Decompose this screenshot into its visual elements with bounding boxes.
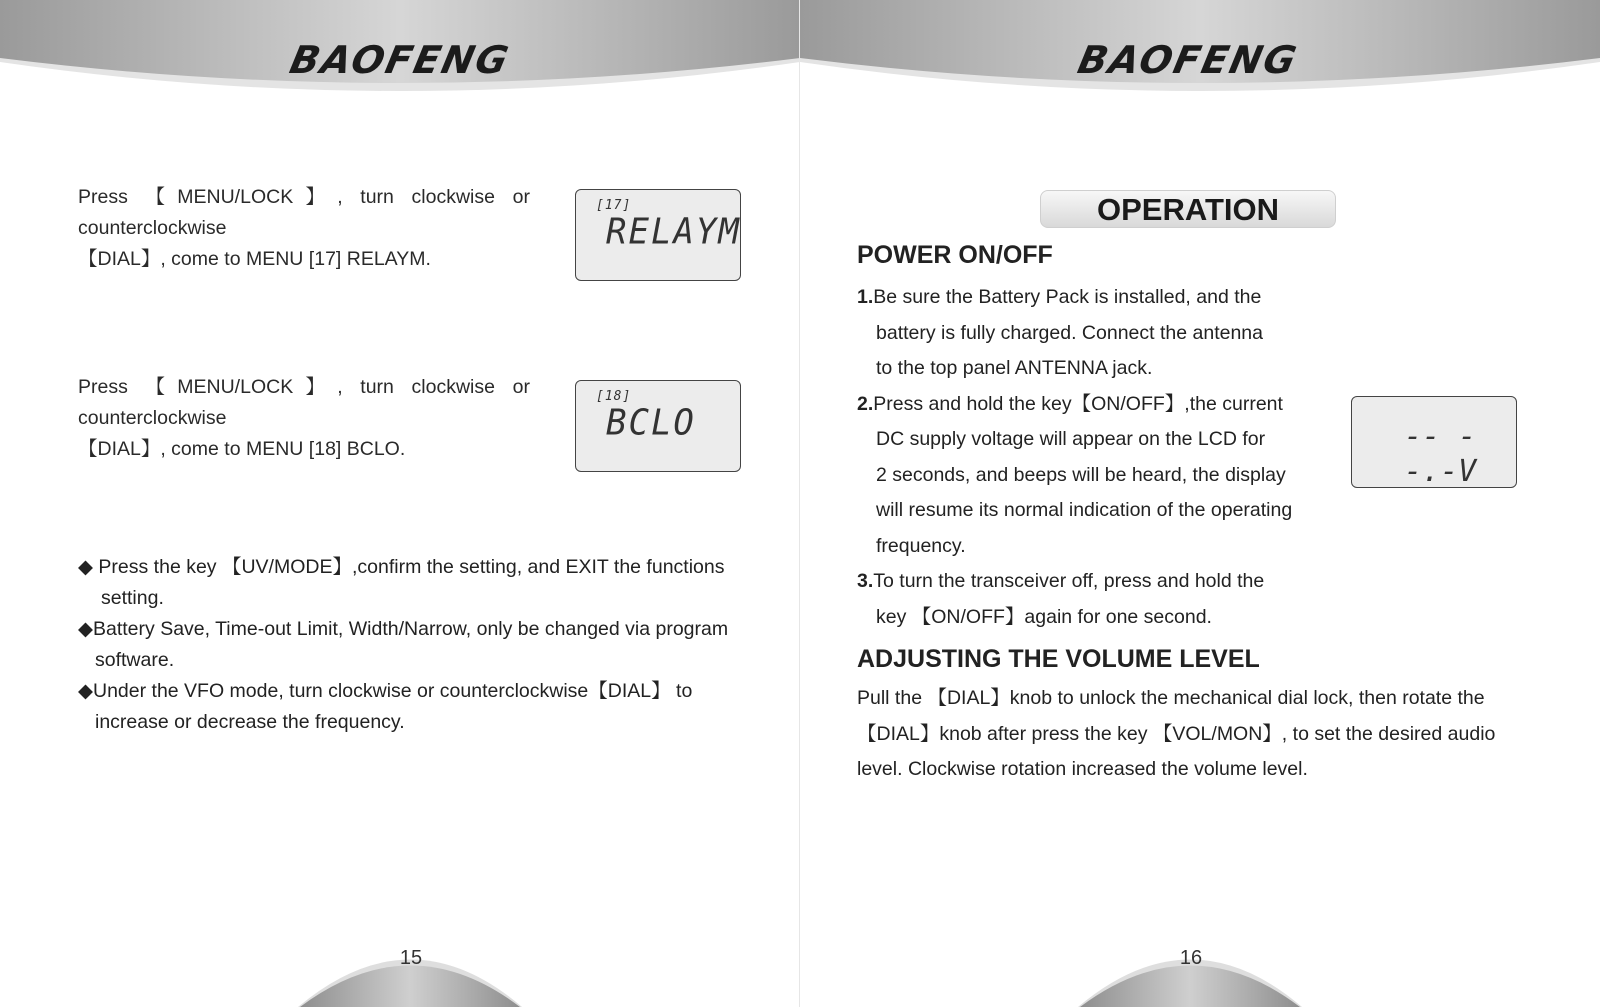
note-line: increase or decrease the frequency. — [95, 711, 405, 733]
menu17-line3: 【DIAL】, come to MENU [17] RELAYM. — [78, 248, 431, 270]
step-line: Press and hold the key【ON/OFF】,the current — [873, 392, 1283, 415]
step-line: DC supply voltage will appear on the LCD for — [876, 428, 1266, 450]
menu18-line1: Press 【MENU/LOCK】, turn clockwise or — [78, 376, 530, 398]
menu18-line3: 【DIAL】, come to MENU [18] BCLO. — [78, 438, 406, 460]
section-title-operation: OPERATION — [1040, 190, 1336, 228]
lcd-display-bclo — [575, 380, 741, 472]
lcd-menu-number: [18] — [596, 389, 632, 404]
step-item — [857, 564, 1307, 635]
lcd-menu-text: RELAYM — [606, 211, 741, 253]
step-item — [857, 387, 1307, 565]
lcd-display-relaym — [575, 189, 741, 281]
step-line: Be sure the Battery Pack is installed, and the — [873, 286, 1262, 308]
step-line: battery is fully charged. Connect the antenna — [876, 321, 1263, 344]
note-line: ◆Under the VFO mode, turn clockwise or counterclockwise【DIAL】 to — [78, 680, 693, 702]
heading-power-on-off: POWER ON/OFF — [857, 241, 1053, 269]
step-line: 2 seconds, and beeps will be heard, the display — [876, 463, 1286, 486]
page-number: 15 — [399, 947, 423, 969]
notes-list — [78, 552, 746, 738]
lcd-menu-text: BCLO — [606, 402, 696, 444]
step-number: 2. — [857, 392, 874, 415]
step-item — [857, 280, 1307, 387]
step-line: key 【ON/OFF】again for one second. — [876, 605, 1212, 628]
lcd-voltage-text: -- --.-V — [1404, 419, 1477, 489]
note-line: setting. — [101, 587, 164, 609]
note-line: software. — [95, 649, 175, 671]
step-line: To turn the transceiver off, press and hold the — [873, 570, 1265, 592]
note-line: ◆Battery Save, Time-out Limit, Width/Narrow, only be changed via program — [78, 618, 729, 640]
heading-adjusting-volume: ADJUSTING THE VOLUME LEVEL — [857, 645, 1260, 673]
note-item — [78, 552, 746, 614]
lcd-menu-number: [17] — [596, 198, 632, 213]
menu17-line1: Press 【MENU/LOCK】, turn clockwise or — [78, 186, 530, 208]
lcd-display-voltage — [1351, 396, 1517, 488]
power-steps — [857, 280, 1307, 635]
step-line: to the top panel ANTENNA jack. — [876, 357, 1153, 379]
menu18-line2: counterclockwise — [78, 407, 227, 429]
volume-line: 【DIAL】knob after press the key 【VOL/MON】, to set the desired audio — [857, 722, 1496, 745]
right-page — [800, 0, 1600, 1007]
volume-line: level. Clockwise rotation increased the volume level. — [857, 758, 1308, 780]
note-item — [78, 676, 746, 738]
step-line: will resume its normal indication of the operating — [876, 499, 1293, 521]
brand-logo: BAOFENG — [1074, 38, 1302, 82]
note-item — [78, 614, 746, 676]
volume-line: Pull the 【DIAL】knob to unlock the mechanical dial lock, then rotate the — [857, 687, 1485, 709]
step-line: frequency. — [876, 534, 966, 557]
note-line: ◆ Press the key 【UV/MODE】,confirm the setting, and EXIT the functions — [78, 556, 725, 578]
volume-paragraph — [857, 681, 1525, 788]
step-number: 3. — [857, 570, 874, 592]
menu17-line2: counterclockwise — [78, 217, 227, 239]
page-number: 16 — [1179, 947, 1203, 969]
brand-logo: BAOFENG — [286, 38, 514, 82]
step-number: 1. — [857, 286, 874, 308]
